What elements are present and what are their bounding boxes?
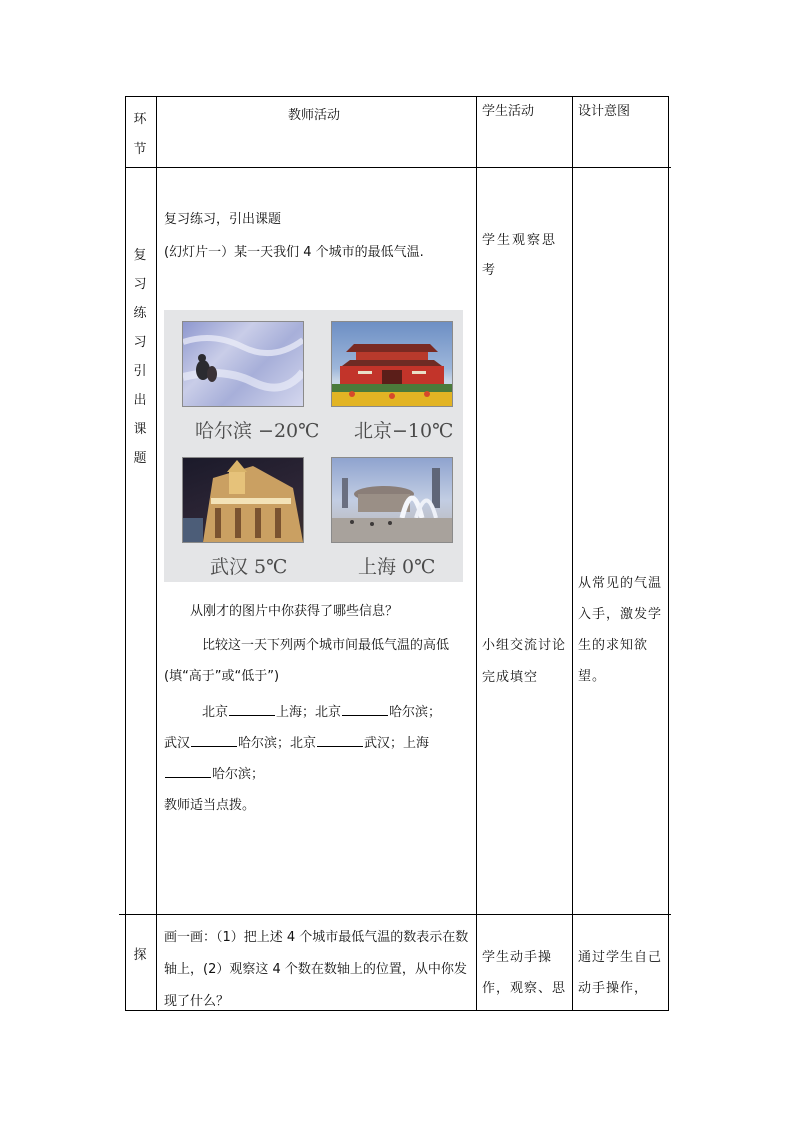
teacher-slide-text: (幻灯片一）某一天我们 4 个城市的最低气温. xyxy=(164,245,424,260)
compare-hint: (填“高于”或“低于”) xyxy=(164,669,280,684)
harbin-photo xyxy=(182,321,304,407)
table-border-left xyxy=(125,96,126,1011)
harbin-snow-illustration xyxy=(183,322,303,406)
answer-blank[interactable] xyxy=(317,734,363,747)
section-char-6: 出 xyxy=(133,393,147,408)
section-char-3: 练 xyxy=(133,306,147,321)
student-activity-group: 小组交流讨论完成填空 xyxy=(482,638,567,685)
table-header-divider xyxy=(125,167,671,168)
wuhan-tower-illustration xyxy=(183,458,303,542)
design-intent-row1: 从常见的气温入手，激发学生的求知欲望。 xyxy=(578,576,663,684)
section-char-2: 习 xyxy=(133,277,147,292)
wuhan-photo xyxy=(182,457,304,543)
table-col-divider-1 xyxy=(156,96,157,1011)
table-col-divider-2 xyxy=(476,96,477,1011)
caption-beijing: 北京−10℃ xyxy=(354,420,454,442)
answer-blank[interactable] xyxy=(191,734,237,747)
table-border-right xyxy=(668,96,669,1011)
section-char-5: 引 xyxy=(133,364,147,379)
blank-label-wuhan-shanghai: 武汉；上海 xyxy=(364,736,430,751)
design-intent-row2: 通过学生自己动手操作， xyxy=(578,950,663,996)
section-char-4: 习 xyxy=(133,335,147,350)
compare-intro: 比较这一天下列两个城市间最低气温的高低 xyxy=(202,638,450,653)
city-temperature-slide xyxy=(164,310,463,582)
caption-wuhan: 武汉 5℃ xyxy=(210,556,288,578)
table-row-divider xyxy=(119,914,671,915)
teacher-title: 复习练习，引出课题 xyxy=(164,212,282,227)
blank-label-wuhan: 武汉 xyxy=(164,736,191,751)
answer-blank[interactable] xyxy=(229,703,275,716)
shanghai-photo xyxy=(331,457,453,543)
blank-line-2 xyxy=(164,734,429,753)
section-char-8: 题 xyxy=(133,451,147,466)
blank-label-shanghai-beijing: 上海；北京 xyxy=(276,705,342,720)
caption-shanghai: 上海 0℃ xyxy=(358,556,436,578)
section-char-1: 复 xyxy=(133,248,147,263)
blank-line-3 xyxy=(164,765,264,784)
blank-label-harbin-end: 哈尔滨； xyxy=(212,767,265,782)
blank-line-1 xyxy=(202,703,441,722)
tiananmen-illustration xyxy=(332,322,452,406)
blank-label-harbin-beijing: 哈尔滨；北京 xyxy=(238,736,317,751)
answer-blank[interactable] xyxy=(342,703,388,716)
teacher-activity-row2: 画一画：（1）把上述 4 个城市最低气温的数表示在数轴上，(2）观察这 4 个数在数轴上的位置，从中你发现了什么？ xyxy=(164,930,469,1009)
header-teacher-activity: 教师活动 xyxy=(288,108,341,123)
header-student-activity: 学生活动 xyxy=(482,104,535,119)
header-col1-char-1: 环 xyxy=(133,112,147,127)
student-activity-row2: 学生动手操作，观察、思 xyxy=(482,950,567,996)
table-col-divider-3 xyxy=(572,96,573,1011)
shanghai-illustration xyxy=(332,458,452,542)
header-col1-char-2: 节 xyxy=(133,142,147,157)
teacher-question: 从刚才的图片中你获得了哪些信息？ xyxy=(190,604,399,619)
teacher-note: 教师适当点拨。 xyxy=(164,798,256,813)
blank-label-beijing: 北京 xyxy=(202,705,229,720)
beijing-photo xyxy=(331,321,453,407)
caption-harbin: 哈尔滨 −20℃ xyxy=(195,420,320,442)
section-char-explore: 探 xyxy=(133,948,147,963)
header-design-intent: 设计意图 xyxy=(578,104,631,119)
table-border-top xyxy=(125,96,669,97)
section-char-7: 课 xyxy=(133,422,147,437)
blank-label-harbin: 哈尔滨； xyxy=(389,705,442,720)
answer-blank[interactable] xyxy=(165,765,211,778)
student-activity-observe: 学生观察思考 xyxy=(482,233,558,278)
